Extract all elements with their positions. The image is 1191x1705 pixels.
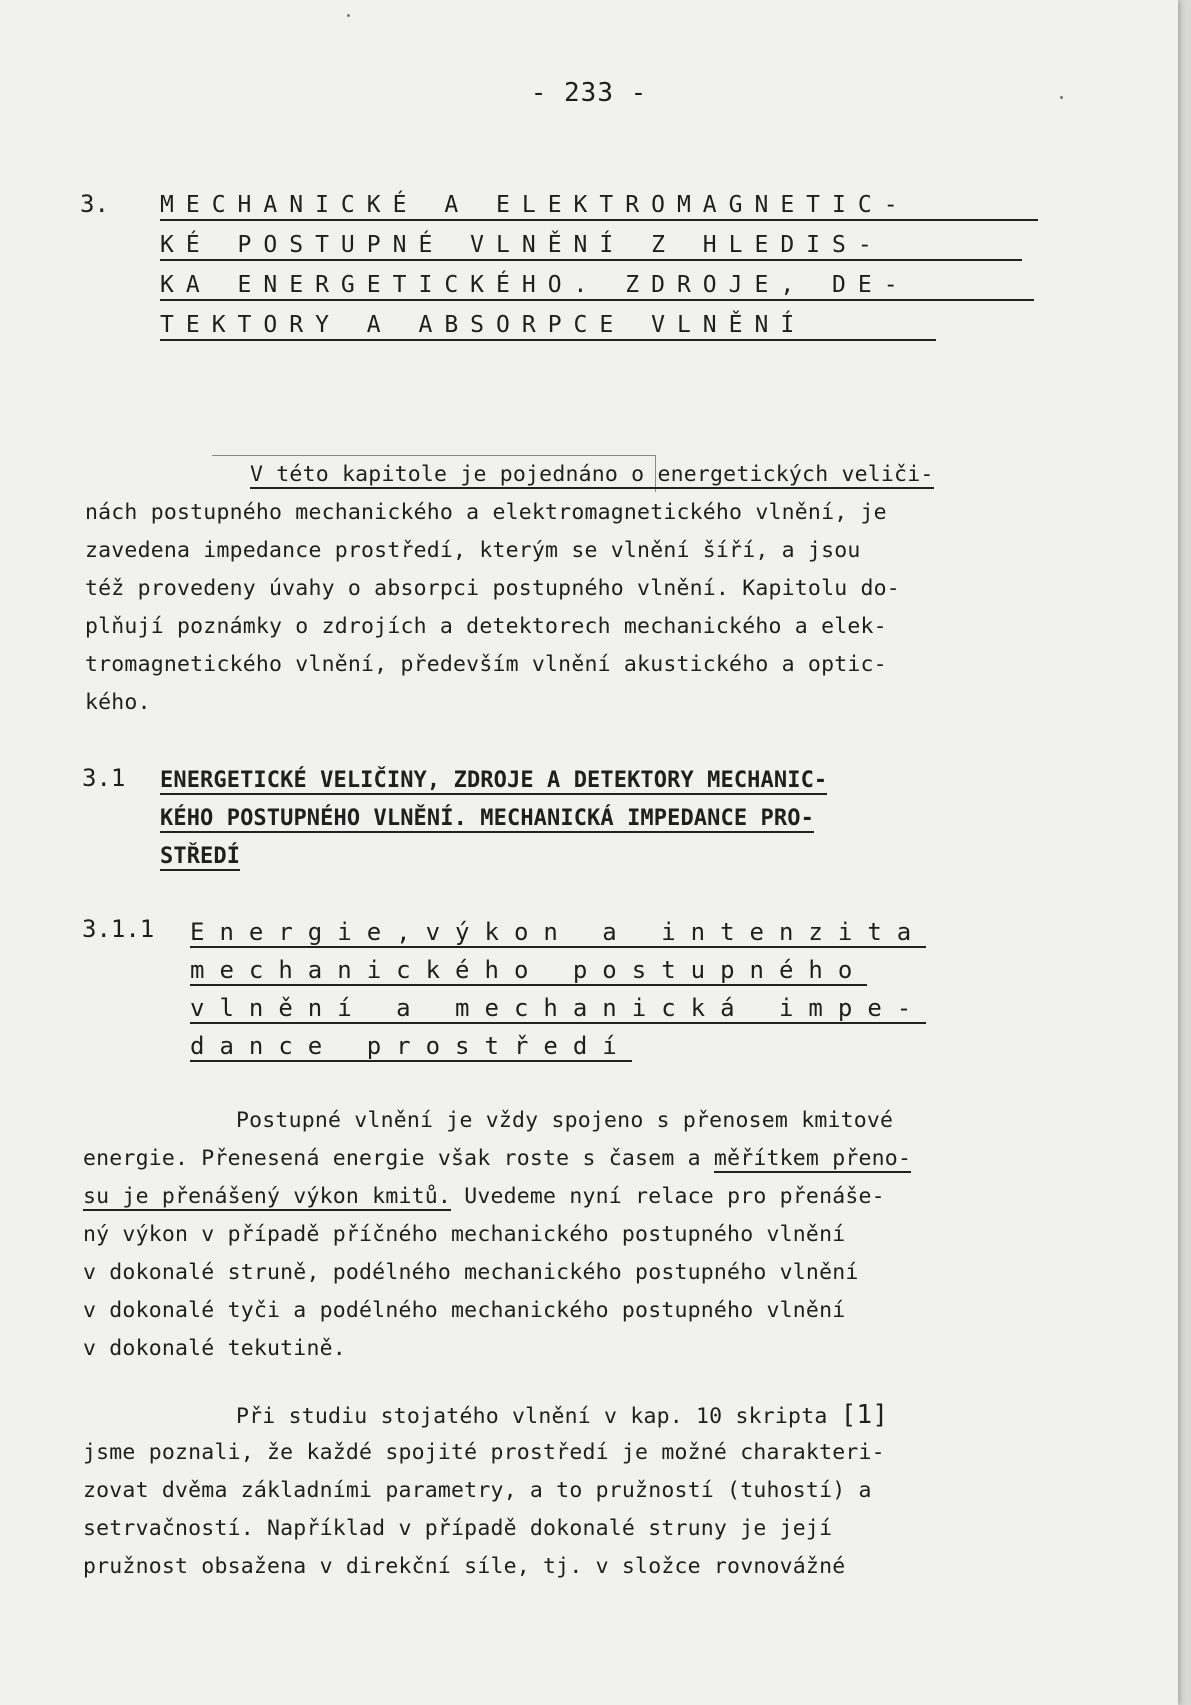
intro-line	[250, 462, 934, 487]
section-number: 3.1	[82, 764, 126, 792]
paragraph-line: Postupné vlnění je vždy spojeno s přenosem kmitové	[236, 1108, 894, 1133]
paragraph-line	[83, 1184, 885, 1209]
intro-line: též provedeny úvahy o absorpci postupného vlnění. Kapitolu do-	[85, 576, 900, 601]
intro-line: plňují poznámky o zdrojích a detektorech mechanického a elek-	[85, 614, 887, 639]
chapter-title-line: TEKTORY A ABSORPCE VLNĚNÍ	[160, 312, 936, 341]
subsection-title-line: Energie,výkon a intenzita	[190, 918, 927, 946]
paragraph-text: energie. Přenesená energie však roste s časem a	[83, 1146, 714, 1171]
subsection-title-line: dance prostředí	[190, 1032, 632, 1060]
intro-line: tromagnetického vlnění, především vlnění akustického a optic-	[85, 652, 887, 677]
scan-speck	[347, 14, 350, 17]
chapter-title-line: KÉ POSTUPNÉ VLNĚNÍ Z HLEDIS-	[160, 232, 1022, 261]
intro-line-text: V této kapitole je pojednáno o energetických veliči-	[250, 462, 934, 487]
subsection-title-line: mechanického postupného	[190, 956, 868, 984]
intro-line: nách postupného mechanického a elektromagnetického vlnění, je	[85, 500, 887, 525]
paragraph-line	[83, 1146, 911, 1171]
section-title-line	[160, 806, 814, 831]
chapter-number: 3.	[80, 190, 109, 218]
intro-line: kého.	[85, 690, 151, 715]
section-title-text: STŘEDÍ	[160, 844, 241, 869]
section-title-line	[160, 768, 827, 793]
section-title-text: ENERGETICKÉ VELIČINY, ZDROJE A DETEKTORY MECHANIC-	[160, 768, 828, 793]
subsection-number: 3.1.1	[82, 915, 155, 943]
chapter-title-line: KA ENERGETICKÉHO. ZDROJE, DE-	[160, 272, 1034, 301]
paragraph-line	[236, 1400, 888, 1430]
paragraph-line: v dokonalé tekutině.	[83, 1336, 346, 1361]
intro-line: zavedena impedance prostředí, kterým se vlnění šíří, a jsou	[85, 538, 861, 563]
paragraph-text: Uvedeme nyní relace pro přenáše-	[451, 1184, 885, 1209]
paragraph-text: Při studiu stojatého vlnění v kap. 10 skripta	[236, 1404, 841, 1429]
citation: [1]	[840, 1400, 889, 1430]
paragraph-line: setrvačností. Například v případě dokonalé struny je její	[83, 1516, 833, 1541]
underlined-phrase: měřítkem přeno-	[713, 1146, 912, 1171]
page-number: - 233 -	[530, 78, 648, 108]
paragraph-line: jsme poznali, že každé spojité prostředí je možné charakteri-	[83, 1440, 885, 1465]
paragraph-line: zovat dvěma základními parametry, a to pružností (tuhostí) a	[83, 1478, 872, 1503]
paragraph-line: v dokonalé tyči a podélného mechanického postupného vlnění	[83, 1298, 846, 1323]
paragraph-line: ný výkon v případě příčného mechanického postupného vlnění	[83, 1222, 846, 1247]
section-title-line	[160, 844, 240, 869]
underlined-phrase: su je přenášený výkon kmitů.	[83, 1184, 452, 1209]
chapter-title-line: MECHANICKÉ A ELEKTROMAGNETIC-	[160, 192, 1038, 221]
subsection-title-line: vlnění a mechanická impe-	[190, 994, 927, 1022]
paragraph-line: pružnost obsažena v direkční síle, tj. v složce rovnovážné	[83, 1554, 846, 1579]
paragraph-line: v dokonalé struně, podélného mechanického postupného vlnění	[83, 1260, 859, 1285]
section-title-text: KÉHO POSTUPNÉHO VLNĚNÍ. MECHANICKÁ IMPEDANCE PRO-	[160, 806, 814, 831]
